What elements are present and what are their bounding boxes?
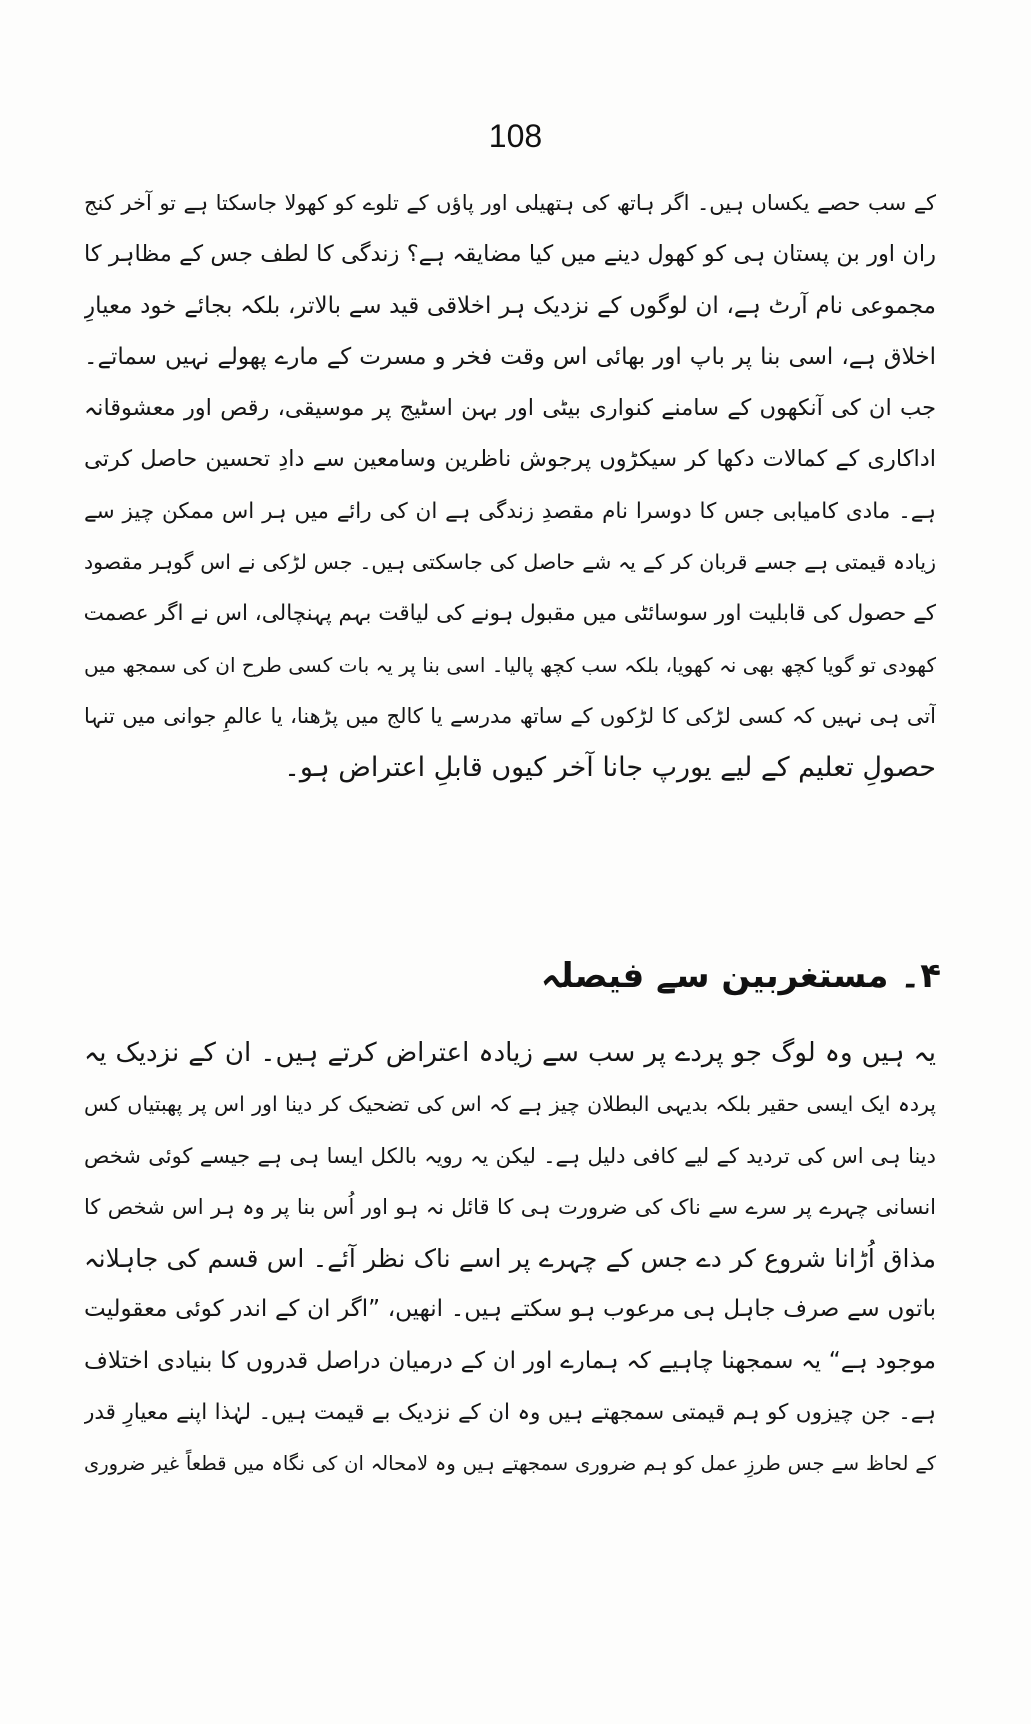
- section-heading: ۴۔ مستغربین سے فیصلہ: [540, 956, 941, 996]
- text-line: حصولِ تعلیم کے لیے یورپ جانا آخر کیوں قابلِ اعتراض ہو۔: [284, 752, 936, 784]
- text-line: جب ان کی آنکھوں کے سامنے کنواری بیٹی اور بہن اسٹیج پر موسیقی، رقص اور معشوقانہ: [84, 395, 936, 422]
- text-line: کے حصول کی قابلیت اور سوسائٹی میں مقبول ہونے کی لیاقت بہم پہنچالی، اس نے اگر عصمت: [84, 601, 936, 627]
- text-line: زیادہ قیمتی ہے جسے قربان کر کے یہ شے حاصل کی جاسکتی ہیں۔ جس لڑکی نے اس گوہر مقصود: [84, 550, 936, 575]
- text-line: مذاق اُڑانا شروع کر دے جس کے چہرے پر اسے ناک نظر آئے۔ اس قسم کی جاہلانہ: [84, 1244, 936, 1274]
- page-number: 108: [488, 118, 543, 154]
- text-line: موجود ہے“ یہ سمجھنا چاہیے کہ ہمارے اور ان کے درمیان دراصل قدروں کا بنیادی اختلاف: [84, 1347, 936, 1374]
- text-line: آتی ہی نہیں کہ کسی لڑکی کا لڑکوں کے ساتھ مدرسے یا کالج میں پڑھنا، یا عالمِ جوانی میں تنہا: [84, 703, 936, 728]
- text-line: مجموعی نام آرٹ ہے، ان لوگوں کے نزدیک ہر اخلاقی قید سے بالاتر، بلکہ بجائے خود معیارِ: [84, 292, 936, 319]
- text-line: باتوں سے صرف جاہل ہی مرعوب ہو سکتے ہیں۔ انھیں، ”اگر ان کے اندر کوئی معقولیت: [84, 1296, 936, 1323]
- text-line: دینا ہی اس کی تردید کے لیے کافی دلیل ہے۔ لیکن یہ رویہ بالکل ایسا ہی ہے جیسے کوئی شخص: [84, 1143, 936, 1168]
- text-line: اداکاری کے کمالات دکھا کر سیکڑوں پرجوش ناظرین وسامعین سے دادِ تحسین حاصل کرتی: [84, 446, 936, 473]
- text-line: کے لحاظ سے جس طرزِ عمل کو ہم ضروری سمجھتے ہیں وہ لامحالہ ان کی نگاہ میں قطعاً غیر ضروری: [84, 1452, 936, 1476]
- text-line: کے سب حصے یکساں ہیں۔ اگر ہاتھ کی ہتھیلی اور پاؤں کے تلوے کو کھولا جاسکتا ہے تو آخر کنج: [84, 191, 936, 215]
- text-line: اخلاق ہے، اسی بنا پر باپ اور بھائی اس وقت فخر و مسرت کے مارے پھولے نہیں سماتے۔: [84, 343, 936, 370]
- text-line: ہے۔ جن چیزوں کو ہم قیمتی سمجھتے ہیں وہ ان کے نزدیک بے قیمت ہیں۔ لہٰذا اپنے معیارِ قدر: [84, 1400, 936, 1426]
- text-line: پردہ ایک ایسی حقیر بلکہ بدیہی البطلان چیز ہے کہ اس کی تضحیک کر دینا اور اس پر پھبتیاں کس: [84, 1092, 936, 1117]
- paragraph-2: [84, 1028, 936, 1490]
- text-line: ہے۔ مادی کامیابی جس کا دوسرا نام مقصدِ زندگی ہے ان کی رائے میں ہر اس ممکن چیز سے: [84, 498, 936, 524]
- text-line: کھودی تو گویا کچھ بھی نہ کھویا، بلکہ سب کچھ پالیا۔ اسی بنا پر یہ بات کسی طرح ان کی سمجھ میں: [84, 652, 936, 677]
- text-line: انسانی چہرے پر سرے سے ناک کی ضرورت ہی کا قائل نہ ہو اور اُس بنا پر وہ ہر اس شخص کا: [84, 1194, 936, 1219]
- text-line: یہ ہیں وہ لوگ جو پردے پر سب سے زیادہ اعتراض کرتے ہیں۔ ان کے نزدیک یہ: [84, 1038, 936, 1068]
- text-line: ران اور بن پستان ہی کو کھول دینے میں کیا مضایقہ ہے؟ زندگی کا لطف جس کے مظاہر کا: [84, 241, 936, 268]
- paragraph-1: [84, 178, 936, 794]
